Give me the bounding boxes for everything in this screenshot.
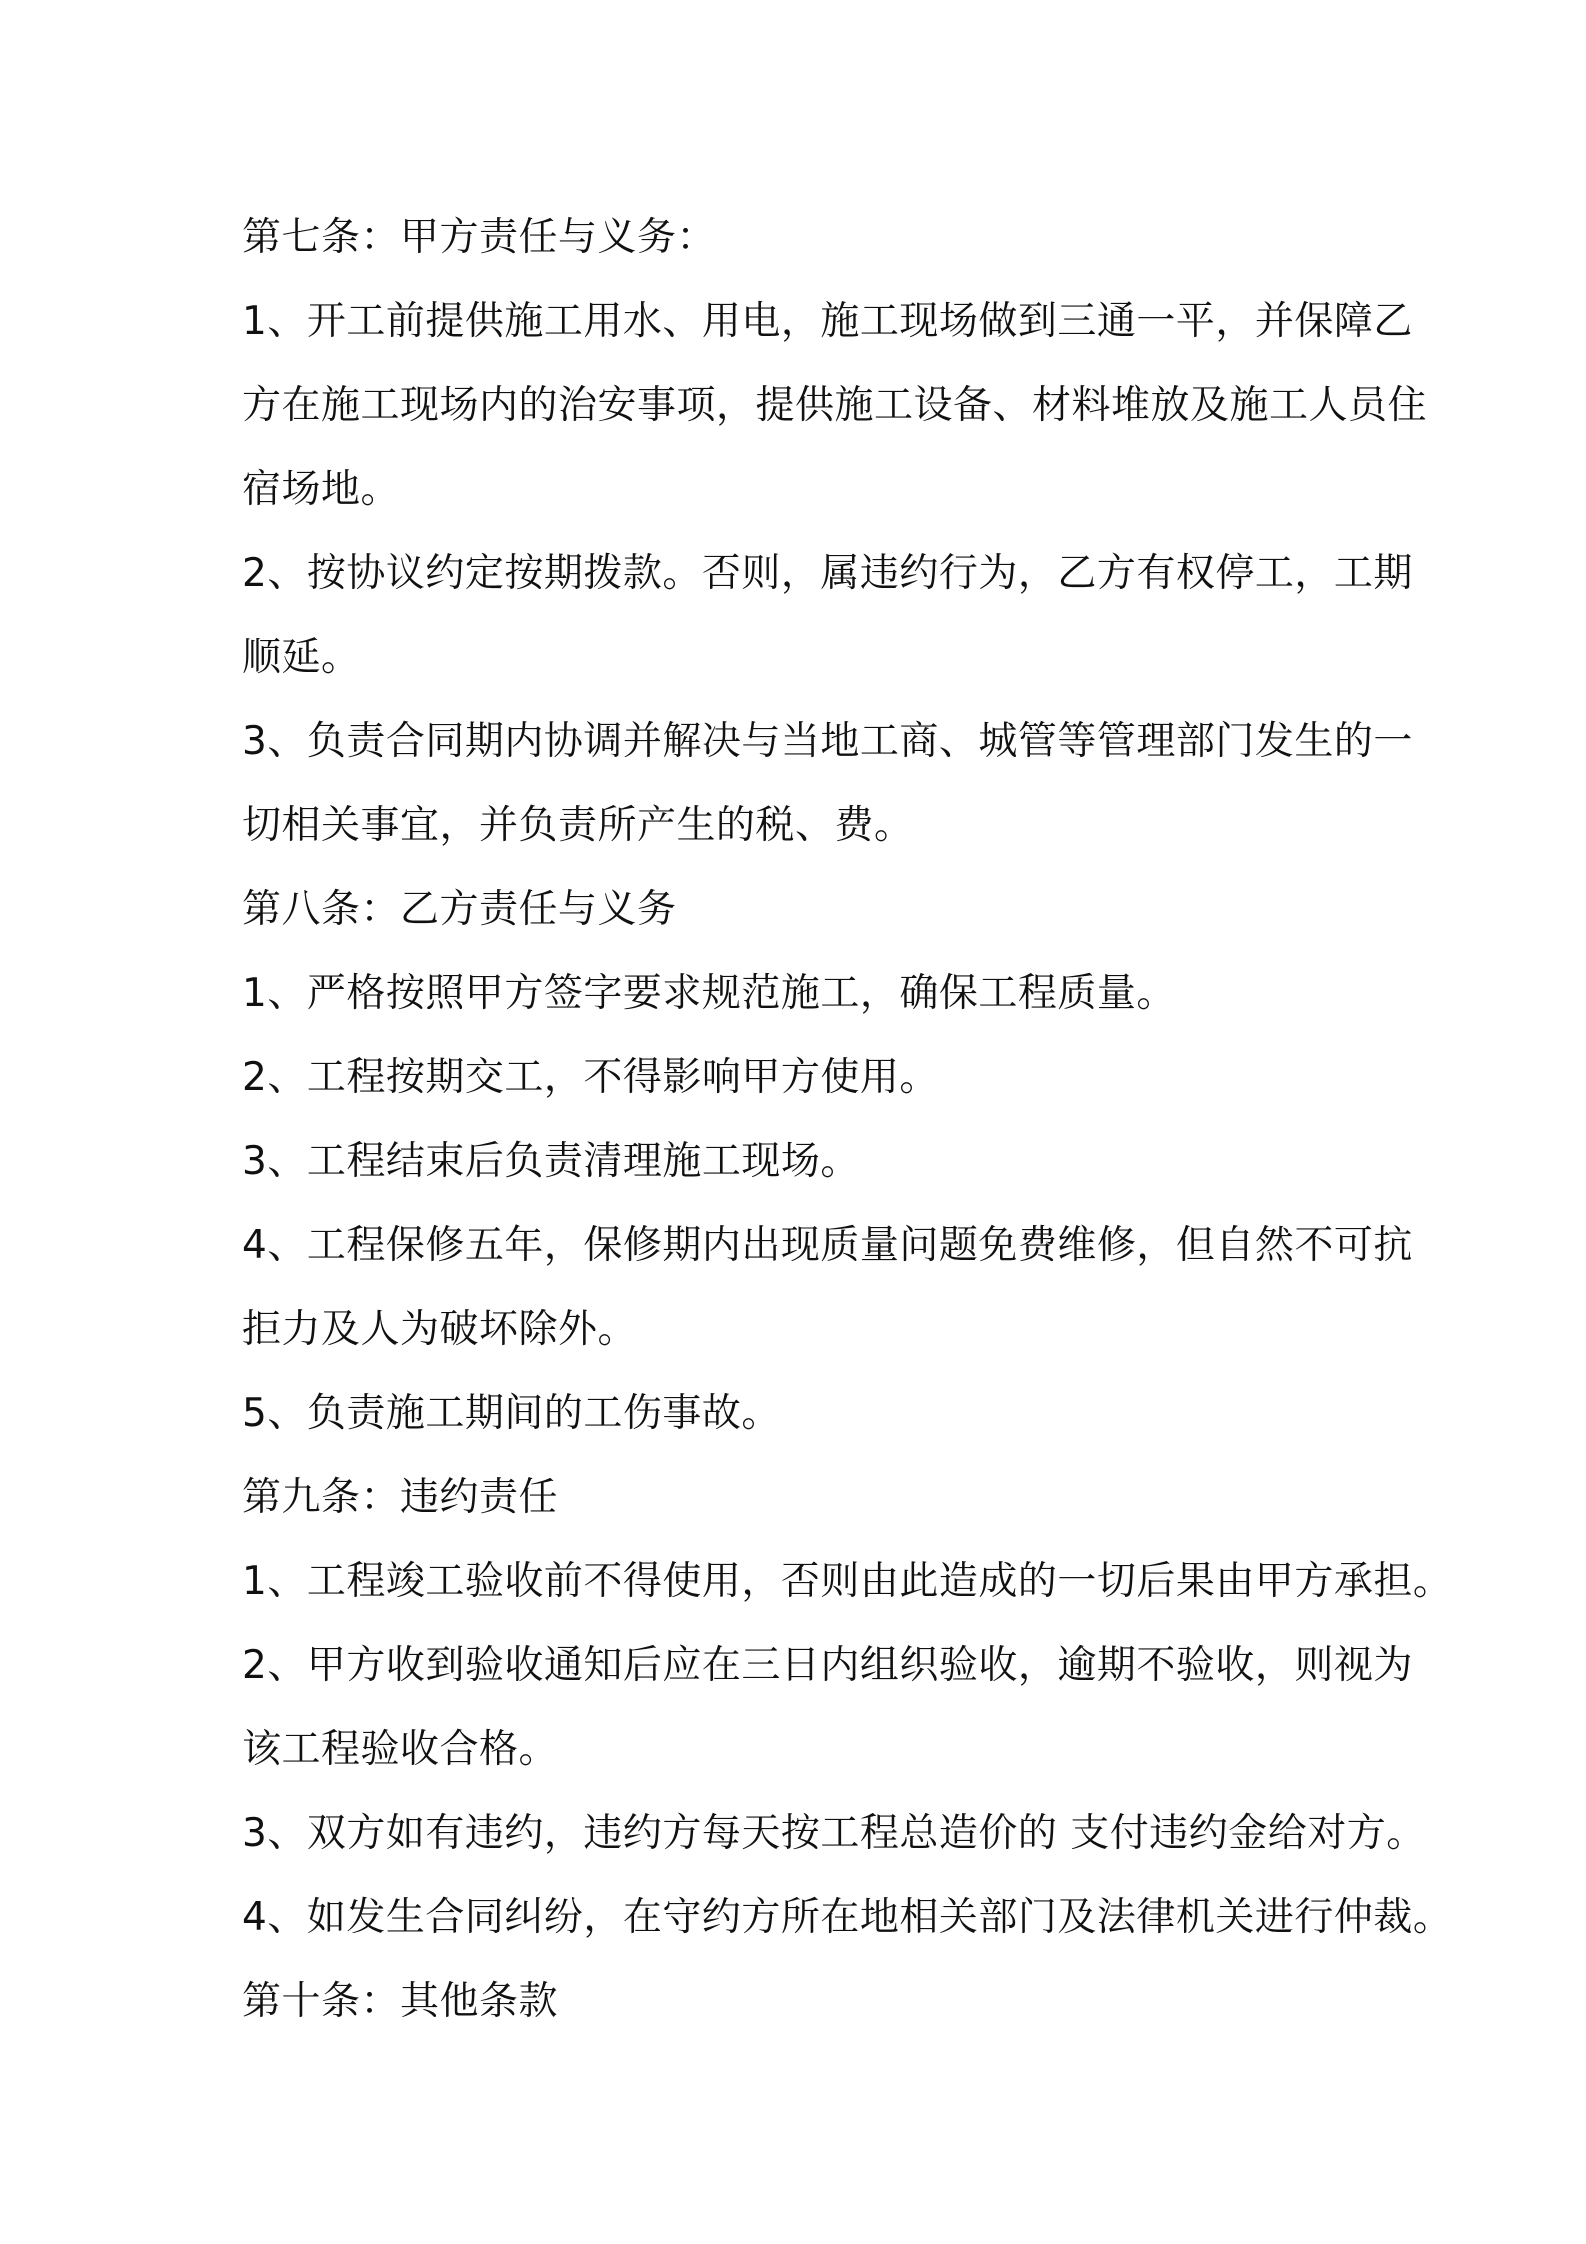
article-8-item-4-line-2: 拒力及人为破坏除外。 bbox=[242, 1307, 638, 1352]
article-7-heading: 第七条：甲方责任与义务： bbox=[242, 215, 717, 260]
article-9-item-2-line-1: 2、甲方收到验收通知后应在三日内组织验收，逾期不验收，则视为 bbox=[242, 1643, 1413, 1688]
article-7-item-1-line-3: 宿场地。 bbox=[242, 467, 401, 512]
article-8-item-5: 5、负责施工期间的工伤事故。 bbox=[242, 1391, 781, 1436]
article-9-item-2-line-2: 该工程验收合格。 bbox=[242, 1727, 559, 1772]
article-8-item-2: 2、工程按期交工，不得影响甲方使用。 bbox=[242, 1055, 939, 1100]
document-body bbox=[242, 196, 1453, 2044]
article-10-heading: 第十条：其他条款 bbox=[242, 1979, 559, 2024]
article-7-item-2-line-2: 顺延。 bbox=[242, 635, 361, 680]
article-9-item-3: 3、双方如有违约，违约方每天按工程总造价的 支付违约金给对方。 bbox=[242, 1811, 1426, 1856]
article-7-item-2-line-1: 2、按协议约定按期拨款。否则，属违约行为，乙方有权停工，工期 bbox=[242, 551, 1413, 596]
article-9-item-4: 4、如发生合同纠纷，在守约方所在地相关部门及法律机关进行仲裁。 bbox=[242, 1895, 1453, 1940]
article-8-item-1: 1、严格按照甲方签字要求规范施工，确保工程质量。 bbox=[242, 971, 1176, 1016]
article-7-item-1-line-2: 方在施工现场内的治安事项，提供施工设备、材料堆放及施工人员住 bbox=[242, 383, 1428, 428]
article-8-item-4-line-1: 4、工程保修五年，保修期内出现质量问题免费维修，但自然不可抗 bbox=[242, 1223, 1413, 1268]
article-7-item-1-line-1: 1、开工前提供施工用水、用电，施工现场做到三通一平，并保障乙 bbox=[242, 299, 1413, 344]
article-7-item-3-line-1: 3、负责合同期内协调并解决与当地工商、城管等管理部门发生的一 bbox=[242, 719, 1413, 764]
article-9-heading: 第九条：违约责任 bbox=[242, 1475, 559, 1520]
article-7-item-3-line-2: 切相关事宜，并负责所产生的税、费。 bbox=[242, 803, 914, 848]
article-8-heading: 第八条：乙方责任与义务 bbox=[242, 887, 677, 932]
article-8-item-3: 3、工程结束后负责清理施工现场。 bbox=[242, 1139, 860, 1184]
article-9-item-1: 1、工程竣工验收前不得使用，否则由此造成的一切后果由甲方承担。 bbox=[242, 1559, 1453, 1604]
